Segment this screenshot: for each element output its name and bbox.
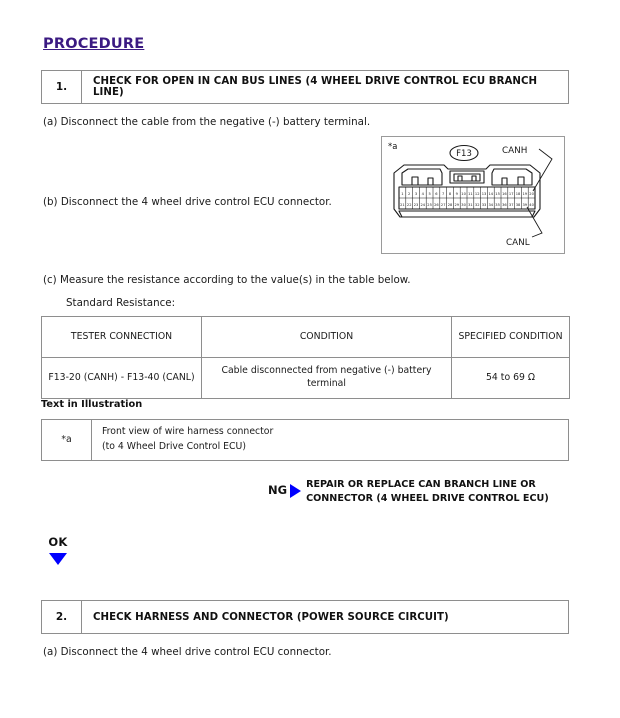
connector-diagram-svg (382, 137, 564, 253)
canh-label-text: CANH (502, 146, 528, 156)
table-row (42, 358, 570, 399)
svg-text:22: 22 (406, 203, 412, 207)
table-header-row (42, 317, 570, 358)
svg-text:33: 33 (481, 203, 487, 207)
text-in-illustration-table (41, 419, 569, 461)
svg-text:15: 15 (495, 192, 500, 196)
illustration-description-line2: (to 4 Wheel Drive Control ECU) (102, 440, 246, 452)
svg-text:31: 31 (468, 203, 473, 207)
ok-label: OK (48, 535, 68, 549)
svg-text:9: 9 (455, 192, 458, 196)
svg-text:27: 27 (440, 203, 446, 207)
arrow-right-icon (290, 484, 301, 498)
svg-text:12: 12 (474, 192, 480, 196)
pin-grid (399, 187, 535, 209)
connector-illustration (381, 136, 565, 254)
col-header-condition: CONDITION (202, 317, 452, 358)
svg-text:37: 37 (508, 203, 514, 207)
svg-text:21: 21 (400, 203, 405, 207)
svg-text:4: 4 (421, 192, 424, 196)
step1-item-a: (a) Disconnect the cable from the negative (-) battery terminal. (43, 116, 371, 128)
arrow-down-icon (49, 553, 67, 565)
svg-text:40: 40 (529, 203, 534, 207)
step-number-1: 1. (42, 71, 82, 103)
ok-branch (42, 535, 74, 565)
cell-specified-condition: 54 to 69 Ω (452, 358, 570, 399)
standard-resistance-label: Standard Resistance: (66, 297, 176, 309)
svg-text:35: 35 (495, 203, 500, 207)
step1-item-c: (c) Measure the resistance according to the value(s) in the table below. (43, 274, 411, 286)
svg-text:5: 5 (428, 192, 431, 196)
ng-result-action (306, 478, 549, 506)
svg-text:25: 25 (427, 203, 432, 207)
step1-item-b: (b) Disconnect the 4 wheel drive control ECU connector. (43, 196, 332, 208)
page-title: PROCEDURE (43, 36, 145, 52)
svg-text:3: 3 (414, 192, 418, 196)
svg-text:17: 17 (508, 192, 514, 196)
table-row (42, 420, 569, 461)
ng-result-line2: CONNECTOR (4 WHEEL DRIVE CONTROL ECU) (306, 492, 549, 504)
connector-id-text: F13 (456, 149, 472, 159)
text-in-illustration-label: Text in Illustration (41, 399, 143, 410)
step-header-2 (41, 600, 569, 634)
step-number-2: 2. (42, 601, 82, 633)
svg-text:16: 16 (502, 192, 507, 196)
svg-text:36: 36 (502, 203, 507, 207)
svg-text:11: 11 (468, 192, 473, 196)
illustration-description-line1: Front view of wire harness connector (102, 426, 274, 437)
col-header-specified-condition: SPECIFIED CONDITION (452, 317, 570, 358)
svg-text:29: 29 (454, 203, 460, 207)
svg-text:30: 30 (461, 203, 466, 207)
svg-text:19: 19 (522, 192, 528, 196)
ng-branch (268, 478, 549, 506)
illustration-key: *a (42, 420, 92, 461)
ng-result-line1: REPAIR OR REPLACE CAN BRANCH LINE OR (306, 479, 536, 490)
svg-text:32: 32 (474, 203, 480, 207)
svg-text:13: 13 (481, 192, 487, 196)
step-title-2: CHECK HARNESS AND CONNECTOR (POWER SOURCE CIRCUIT) (93, 611, 449, 623)
step-title-1: CHECK FOR OPEN IN CAN BUS LINES (4 WHEEL DRIVE CONTROL ECU BRANCH LINE) (93, 76, 538, 98)
svg-text:38: 38 (515, 203, 521, 207)
svg-text:2: 2 (408, 192, 411, 196)
svg-text:1: 1 (401, 192, 404, 196)
svg-text:7: 7 (442, 192, 445, 196)
standard-resistance-table (41, 316, 570, 399)
cell-tester-connection: F13-20 (CANH) - F13-40 (CANL) (42, 358, 202, 399)
col-header-tester-connection: TESTER CONNECTION (42, 317, 202, 358)
svg-text:6: 6 (435, 192, 438, 196)
svg-text:20: 20 (529, 192, 534, 196)
ng-label: NG (268, 483, 288, 497)
svg-text:26: 26 (434, 203, 439, 207)
svg-text:34: 34 (488, 203, 494, 207)
cell-condition: Cable disconnected from negative (-) battery terminal (202, 358, 452, 399)
svg-text:28: 28 (447, 203, 453, 207)
illustration-description (92, 420, 569, 461)
canl-label-text: CANL (506, 238, 530, 248)
svg-text:23: 23 (413, 203, 419, 207)
step-header-1 (41, 70, 569, 104)
illustration-star-marker: *a (388, 141, 398, 151)
svg-text:14: 14 (488, 192, 494, 196)
svg-text:18: 18 (515, 192, 521, 196)
svg-text:24: 24 (420, 203, 426, 207)
step2-item-a: (a) Disconnect the 4 wheel drive control ECU connector. (43, 646, 332, 658)
svg-text:8: 8 (448, 192, 452, 196)
svg-text:10: 10 (461, 192, 466, 196)
svg-text:39: 39 (522, 203, 528, 207)
